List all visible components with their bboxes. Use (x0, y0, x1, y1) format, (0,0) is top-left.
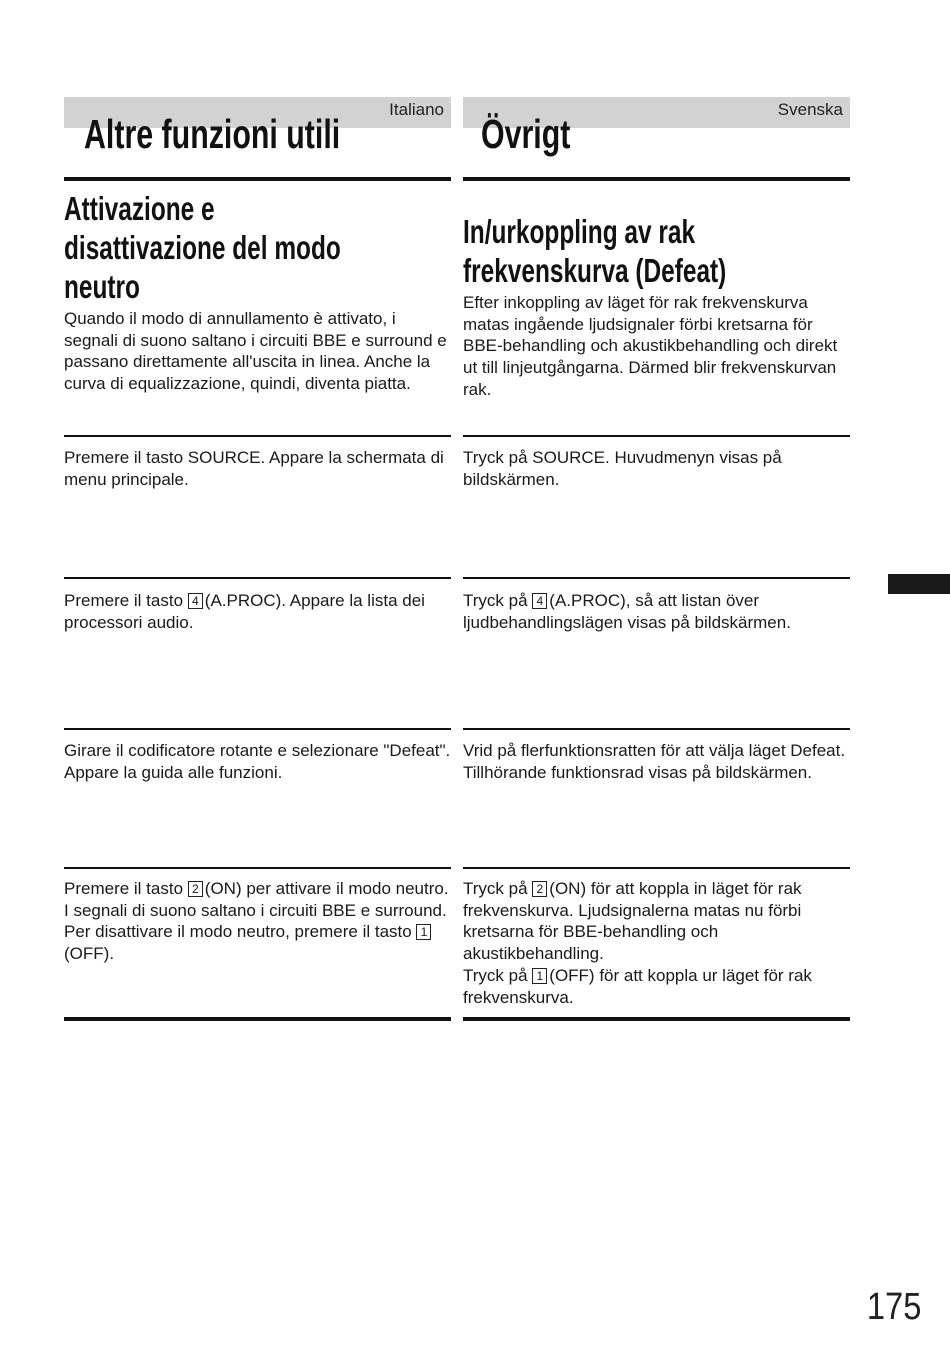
divider (64, 1017, 451, 1021)
page-title-svenska: Övrigt (481, 111, 571, 157)
step-paragraph (64, 921, 451, 964)
intro-text-italiano: Quando il modo di annullamento è attivato, i segnali di suono saltano i circuiti BBE e surround e passano direttamente all'uscita in linea. Anche la curva di equalizzazione, quindi, diventa piatta. (64, 309, 447, 394)
divider (463, 867, 850, 869)
section-title-line: In/urkoppling av rak (463, 213, 696, 250)
step-text: Premere il tasto (64, 591, 184, 610)
step-text: Per disattivare il modo neutro, premere il tasto (64, 922, 412, 942)
step-text: (A.PROC). Appare la lista dei processori audio. (64, 591, 425, 632)
section-title-line: Attivazione e (64, 190, 215, 227)
step-2-svenska (463, 590, 850, 633)
step-text: (A.PROC), så att listan över ljudbehandlingslägen visas på bildskärmen. (463, 591, 791, 632)
section-title-line: neutro (64, 268, 140, 305)
divider (64, 177, 451, 181)
page-number: 175 (866, 1286, 921, 1328)
italian-column (64, 97, 451, 964)
divider (463, 728, 850, 730)
divider (64, 435, 451, 437)
step-4-italiano (64, 878, 451, 965)
section-title-italiano (64, 189, 449, 306)
step-paragraph (463, 878, 850, 965)
step-text: Tryck på (463, 879, 528, 898)
step-paragraph (463, 965, 850, 1008)
divider (463, 177, 850, 181)
step-text: Tryck på (463, 965, 528, 985)
key-2-icon: 2 (532, 881, 547, 897)
step-text: (OFF) för att koppla ur läget för rak frekvenskurva. (463, 965, 812, 1007)
language-label-svenska: Svenska (777, 100, 843, 119)
step-3-italiano: Girare il codificatore rotante e selezionare "Defeat". Appare la guida alle funzioni. (64, 741, 451, 782)
step-2-italiano (64, 590, 451, 633)
divider (64, 728, 451, 730)
language-label-italiano: Italiano (389, 100, 444, 119)
step-paragraph (64, 878, 451, 921)
step-1-svenska: Tryck på SOURCE. Huvudmenyn visas på bildskärmen. (463, 448, 782, 489)
key-4-icon: 4 (188, 593, 203, 609)
step-text: Premere il tasto (64, 879, 184, 898)
key-1-icon: 1 (416, 924, 431, 940)
step-4-svenska (463, 878, 850, 1008)
divider (463, 435, 850, 437)
swedish-column (463, 97, 850, 1007)
key-4-icon: 4 (532, 593, 547, 609)
step-text: (ON) för att koppla in läget för rak frekvenskurva. Ljudsignalerna matas nu förbi kretsarna för BBE-behandling och akustikbehandling. (463, 879, 802, 964)
divider (463, 577, 850, 579)
intro-text-svenska: Efter inkoppling av läget för rak frekvenskurva matas ingående ljudsignaler förbi kretsarna för BBE-behandling och akustikbehandling och direkt ut till linjeutgångarna. Därmed blir frekvenskurvan rak. (463, 293, 838, 399)
step-3-svenska: Vrid på flerfunktionsratten för att välja läget Defeat. Tillhörande funktionsrad visas på bildskärmen. (463, 741, 846, 782)
page-title-italiano: Altre funzioni utili (84, 111, 341, 157)
section-tab-marker (888, 574, 950, 594)
divider (64, 577, 451, 579)
key-2-icon: 2 (188, 881, 203, 897)
section-title-line: frekvenskurva (Defeat) (463, 252, 727, 289)
step-text: (OFF). (64, 944, 115, 964)
key-1-icon: 1 (532, 968, 547, 984)
step-1-italiano: Premere il tasto SOURCE. Appare la schermata di menu principale. (64, 448, 444, 489)
section-title-svenska (463, 212, 848, 290)
section-title-line: disattivazione del modo (64, 229, 341, 266)
step-text: (ON) per attivare il modo neutro. I segnali di suono saltano i circuiti BBE e surround. (64, 879, 449, 920)
divider (64, 867, 451, 869)
divider (463, 1017, 850, 1021)
step-text: Tryck på (463, 591, 528, 610)
